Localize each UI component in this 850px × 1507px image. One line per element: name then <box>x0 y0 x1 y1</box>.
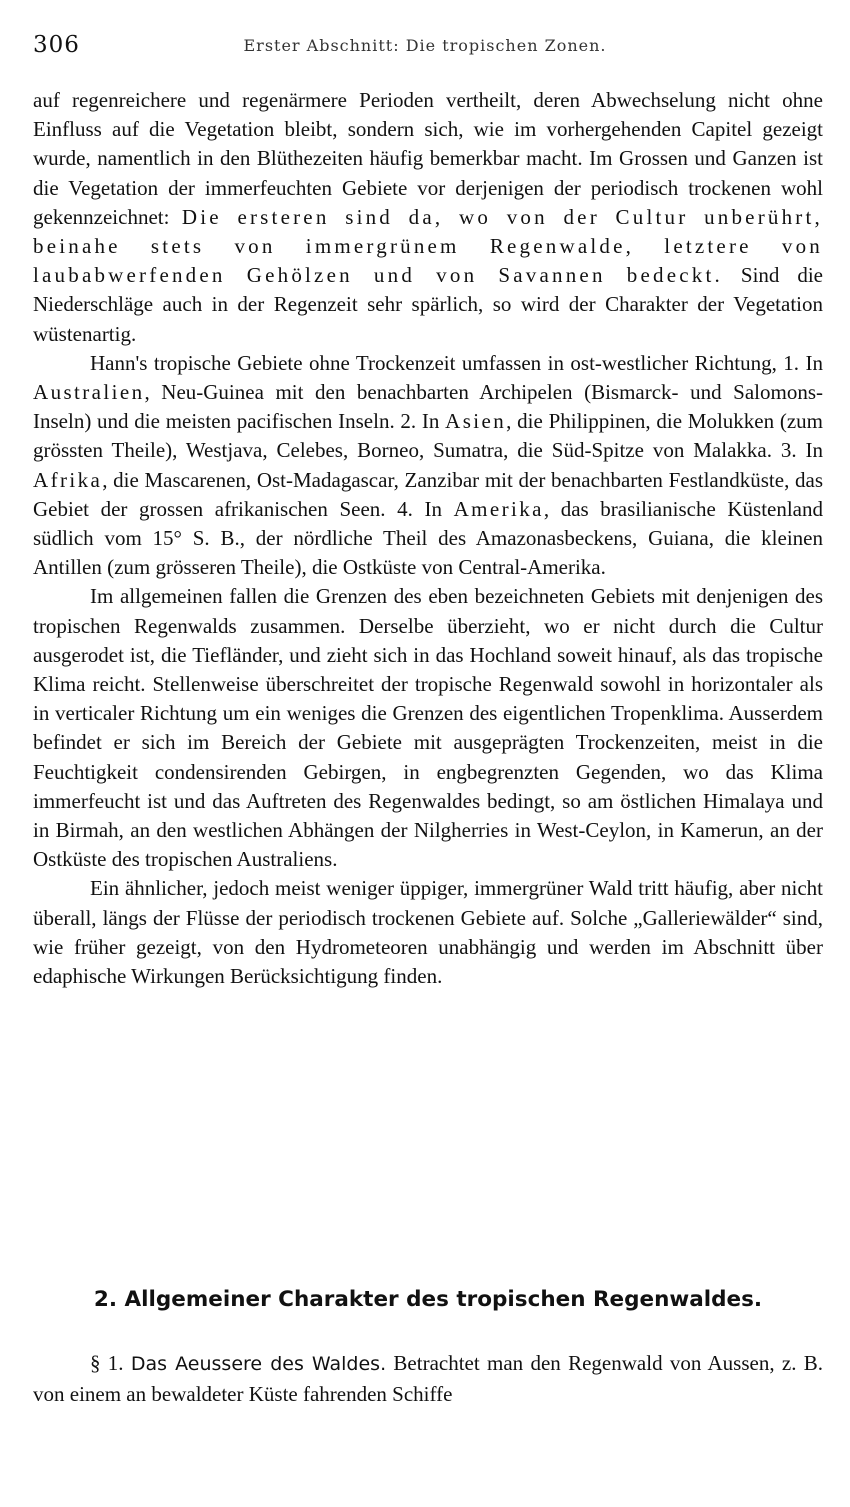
paragraph-2-text-i: , das brasilianische Küstenland südlich vom 15° S. B., der nördliche Theil des Amazonasbeckens, Guiana, die kleinen Antillen (zum grösseren Theile), die Ostküste von Central-Amerika. <box>33 496 824 580</box>
region-afrika: Afrika <box>33 467 103 492</box>
section-paragraph <box>33 1348 823 1409</box>
section-heading: 2. Allgemeiner Charakter des tropischen Regenwaldes. <box>93 1287 763 1312</box>
paragraph-2-text-a: Hann's tropische Gebiete ohne Trockenzeit umfassen in ost-westlicher Richtung, 1. In <box>90 350 823 375</box>
paragraph-lead: Das Aeussere des Waldes. <box>130 1353 387 1375</box>
paragraph-1 <box>33 86 823 349</box>
region-australien: Australien <box>33 380 145 405</box>
paragraph-1-emphasis: Die ersteren sind da, wo von der Cultur unberührt, beinahe stets von immergrünem Regenwalde, letztere von laubabwerfenden Gehölzen und von Savannen bedeckt. <box>33 204 823 288</box>
paragraph-4: Ein ähnlicher, jedoch meist weniger üppiger, immergrüner Wald tritt häufig, aber nicht überall, längs der Flüsse der periodisch trockenen Gebiete auf. Solche „Galleriewälder“ sind, wie früher gezeigt, von den Hydrometeoren unabhängig und werden im Abschnitt über edaphische Wirkungen Berücksichtigung finden. <box>33 876 823 989</box>
paragraph-2-text-g: , die Mascarenen, Ost-Madagascar, Zanzibar mit der benachbarten Festlandküste, das Gebiet der grossen afrikanischen Seen. 4. In <box>33 467 823 521</box>
page-header <box>33 32 817 62</box>
paragraph-1-text-a: auf regenreichere und regenärmere Perioden vertheilt, deren Abwechselung nicht ohne Einfluss auf die Vegetation bleibt, sondern sich, wie im vorhergehenden Capitel gezeigt wurde, namentlich in den Blüthezeiten häufig bemerkbar macht. Im Grossen und Ganzen ist die Vegetation der immerfeuchten Gebiete vor derjenigen der periodisch trockenen wohl gekennzeichnet: <box>33 88 823 229</box>
page-number: 306 <box>33 32 80 58</box>
body-text <box>33 86 823 991</box>
running-head: Erster Abschnitt: Die tropischen Zonen. <box>243 36 607 55</box>
paragraph-2 <box>33 349 823 583</box>
region-asien: Asien <box>445 409 507 434</box>
paragraph-sign: § 1. <box>90 1351 124 1375</box>
paragraph-3: Im allgemeinen fallen die Grenzen des eben bezeichneten Gebiets mit denjenigen des tropischen Regenwalds zusammen. Derselbe überzieht, wo er nicht durch die Cultur ausgerodet ist, die Tiefländer, und zieht sich in das Hochland soweit hinauf, als das tropische Klima reicht. Stellenweise überschreitet der tropische Regenwald sowohl in horizontaler als in verticaler Richtung um ein weniges die Grenzen des eigentlichen Tropenklima. Ausserdem befindet er sich im Bereich der Gebiete mit ausgeprägten Trockenzeiten, meist in die Feuchtigkeit condensirenden Gebirgen, in engbegrenzten Gegenden, wo das Klima immerfeucht ist und das Auftreten des Regenwaldes bedingt, so am östlichen Himalaya und in Birmah, an den westlichen Abhängen der Nilgherries in West-Ceylon, in Kamerun, an der Ostküste des tropischen Australiens. <box>33 584 823 872</box>
paragraph-2-text-e: , die Philippinen, die Molukken (zum grössten Theile), Westjava, Celebes, Borneo, Sumatra, die Süd-Spitze von Malakka. 3. In <box>33 409 824 463</box>
region-amerika: Amerika <box>453 496 544 521</box>
paragraph-text: Betrachtet man den Regenwald von Aussen, z. B. von einem an bewaldeter Küste fahrenden Schiffe <box>33 1351 824 1406</box>
paragraph-1-text-c: Sind die Niederschläge auch in der Regenzeit sehr spärlich, so wird der Charakter der Vegetation wüstenartig. <box>33 263 824 346</box>
paragraph-2-text-c: , Neu-Guinea mit den benachbarten Archipelen (Bismarck- und Salomons-Inseln) und die meisten pacifischen Inseln. 2. In <box>33 380 823 434</box>
